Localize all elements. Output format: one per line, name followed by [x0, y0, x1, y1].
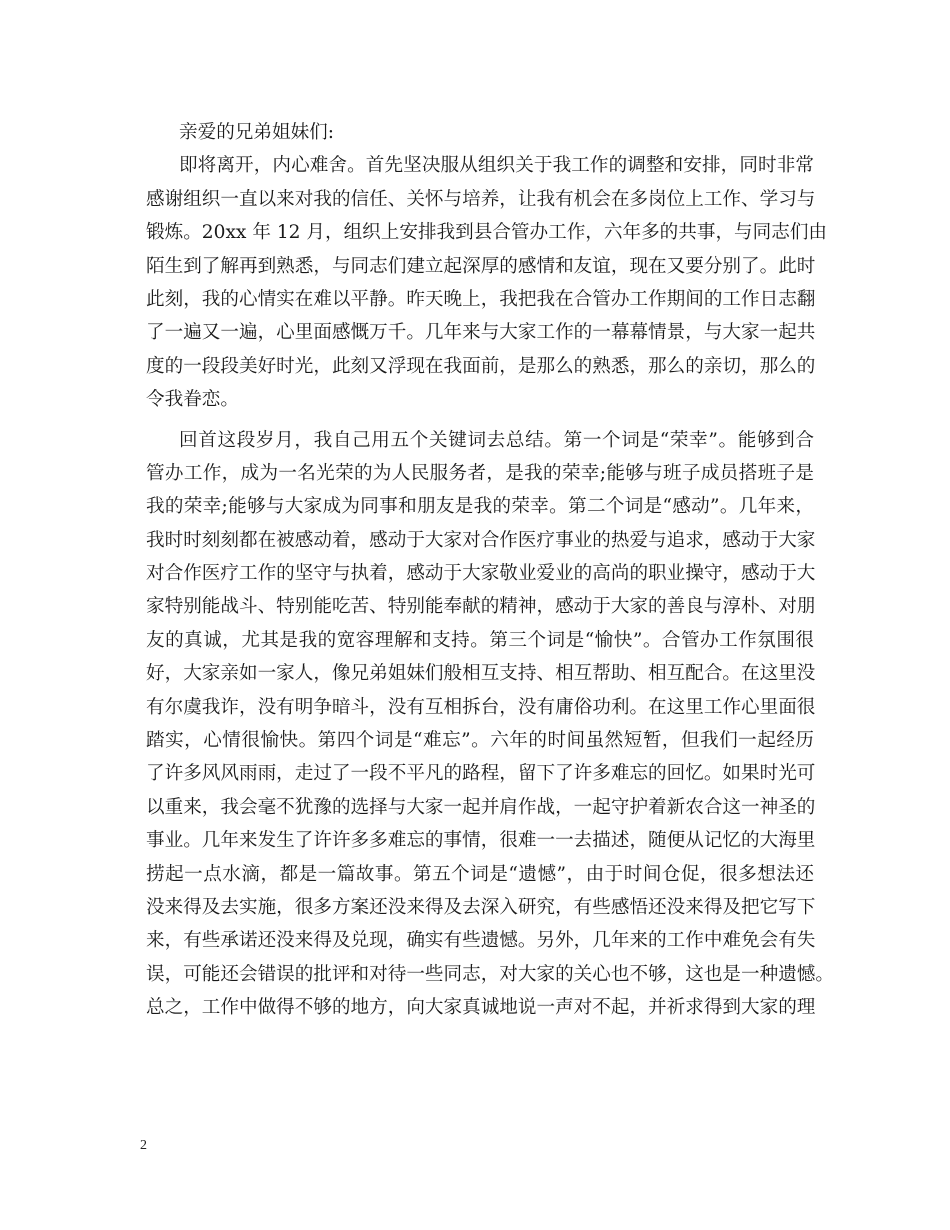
paragraph-line: 我时时刻刻都在被感动着，感动于大家对合作医疗事业的热爱与追求，感动于大家	[146, 529, 816, 551]
paragraph-1	[146, 149, 828, 416]
paragraph-line: 了一遍又一遍，心里面感慨万千。几年来与大家工作的一幕幕情景，与大家一起共	[146, 322, 816, 344]
paragraph-line: 来，有些承诺还没来得及兑现，确实有些遗憾。另外，几年来的工作中难免会有失	[146, 930, 816, 952]
paragraph-line: 捞起一点水滴，都是一篇故事。第五个词是“遗憾”，由于时间仓促，很多想法还	[146, 863, 814, 885]
paragraph-line: 友的真诚，尤其是我的宽容理解和支持。第三个词是“愉快”。合管办工作氛围很	[146, 629, 814, 651]
paragraph-line: 即将离开，内心难舍。首先坚决服从组织关于我工作的调整和安排，同时非常	[179, 155, 814, 177]
paragraph-line: 以重来，我会毫不犹豫的选择与大家一起并肩作战，一起守护着新农合这一神圣的	[146, 796, 816, 818]
paragraph-line: 踏实，心情很愉快。第四个词是“难忘”。六年的时间虽然短暂，但我们一起经历	[146, 730, 814, 752]
paragraph-spacer	[146, 417, 814, 424]
paragraph-line: 了许多风风雨雨，走过了一段不平凡的路程，留下了许多难忘的回忆。如果时光可	[146, 763, 816, 785]
paragraph-line: 感谢组织一直以来对我的信任、关怀与培养，让我有机会在多岗位上工作、学习与	[146, 188, 816, 210]
paragraph-line: 事业。几年来发生了许许多多难忘的事情，很难一一去描述，随便从记忆的大海里	[146, 830, 816, 852]
paragraph-line: 此刻，我的心情实在难以平静。昨天晚上，我把我在合管办工作期间的工作日志翻	[146, 288, 816, 310]
paragraph-line: 对合作医疗工作的坚守与执着，感动于大家敬业爱业的高尚的职业操守，感动于大	[146, 563, 816, 585]
paragraph-line: 令我眷恋。	[146, 389, 239, 411]
paragraph-line: 管办工作，成为一名光荣的为人民服务者，是我的荣幸;能够与班子成员搭班子是	[146, 462, 814, 484]
salutation: 亲爱的兄弟姐妹们:	[179, 122, 335, 143]
page-number: 2	[140, 1138, 147, 1153]
paragraph-line: 回首这段岁月，我自己用五个关键词去总结。第一个词是“荣幸”。能够到合	[179, 429, 814, 451]
paragraph-line: 总之，工作中做得不够的地方，向大家真诚地说一声对不起，并祈求得到大家的理	[146, 997, 816, 1019]
paragraph-line: 我的荣幸;能够与大家成为同事和朋友是我的荣幸。第二个词是“感动”。几年来，	[146, 496, 814, 518]
paragraph-line: 锻炼。20xx 年 12 月，组织上安排我到县合管办工作，六年多的共事，与同志们由	[146, 222, 828, 244]
paragraph-line: 有尔虞我诈，没有明争暗斗，没有互相拆台，没有庸俗功利。在这里工作心里面很	[146, 696, 816, 718]
document-body	[146, 116, 834, 1025]
paragraph-line: 陌生到了解再到熟悉，与同志们建立起深厚的感情和友谊，现在又要分别了。此时	[146, 255, 816, 277]
paragraph-line: 家特别能战斗、特别能吃苦、特别能奉献的精神，感动于大家的善良与淳朴、对朋	[146, 596, 816, 618]
paragraph-line: 度的一段段美好时光，此刻又浮现在我面前，是那么的熟悉，那么的亲切，那么的	[146, 355, 816, 377]
paragraph-line: 好，大家亲如一家人，像兄弟姐妹们般相互支持、相互帮助、相互配合。在这里没	[146, 663, 816, 685]
paragraph-2	[146, 424, 834, 1025]
paragraph-line: 误，可能还会错误的批评和对待一些同志，对大家的关心也不够，这也是一种遗憾。	[146, 963, 834, 985]
paragraph-line: 没来得及去实施，很多方案还没来得及去深入研究，有些感悟还没来得及把它写下	[146, 896, 816, 918]
